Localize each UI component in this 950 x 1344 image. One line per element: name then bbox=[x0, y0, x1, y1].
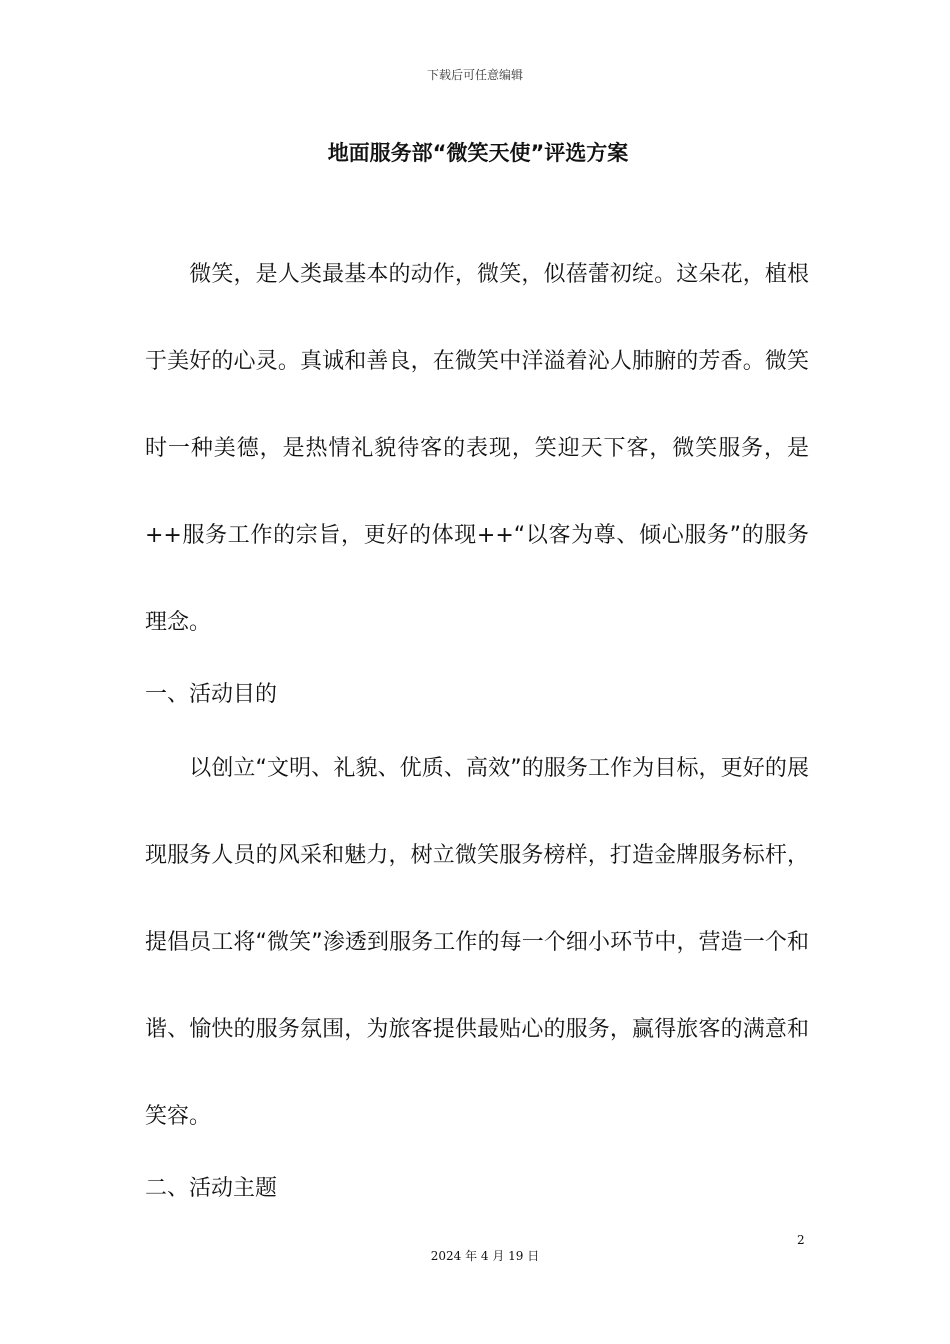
section-1-paragraph: 以创立“文明、礼貌、优质、高效”的服务工作为目标，更好的展现服务人员的风采和魅力，树立微笑服务榜样，打造金牌服务标杆，提倡员工将“微笑”渗透到服务工作的每一个细小环节中，营造一个和谐、愉快的服务氛围，为旅客提供最贴心的服务，赢得旅客的满意和笑容。 bbox=[145, 756, 809, 1129]
footer-date: 2024 年 4 月 19 日 bbox=[430, 1249, 540, 1263]
document-title: 地面服务部“微笑天使”评选方案 bbox=[327, 141, 629, 165]
section-2-heading: 二、活动主题 bbox=[145, 1176, 278, 1201]
section-1-heading: 一、活动目的 bbox=[145, 682, 278, 707]
intro-paragraph: 微笑，是人类最基本的动作，微笑，似蓓蕾初绽。这朵花，植根于美好的心灵。真诚和善良，在微笑中洋溢着沁人肺腑的芳香。微笑时一种美德，是热情礼貌待客的表现，笑迎天下客，微笑服务，是++服务工作的宗旨，更好的体现++“以客为尊、倾心服务”的服务理念。 bbox=[145, 262, 809, 635]
header-note: 下载后可任意编辑 bbox=[426, 68, 523, 82]
page-number: 2 bbox=[797, 1233, 805, 1247]
